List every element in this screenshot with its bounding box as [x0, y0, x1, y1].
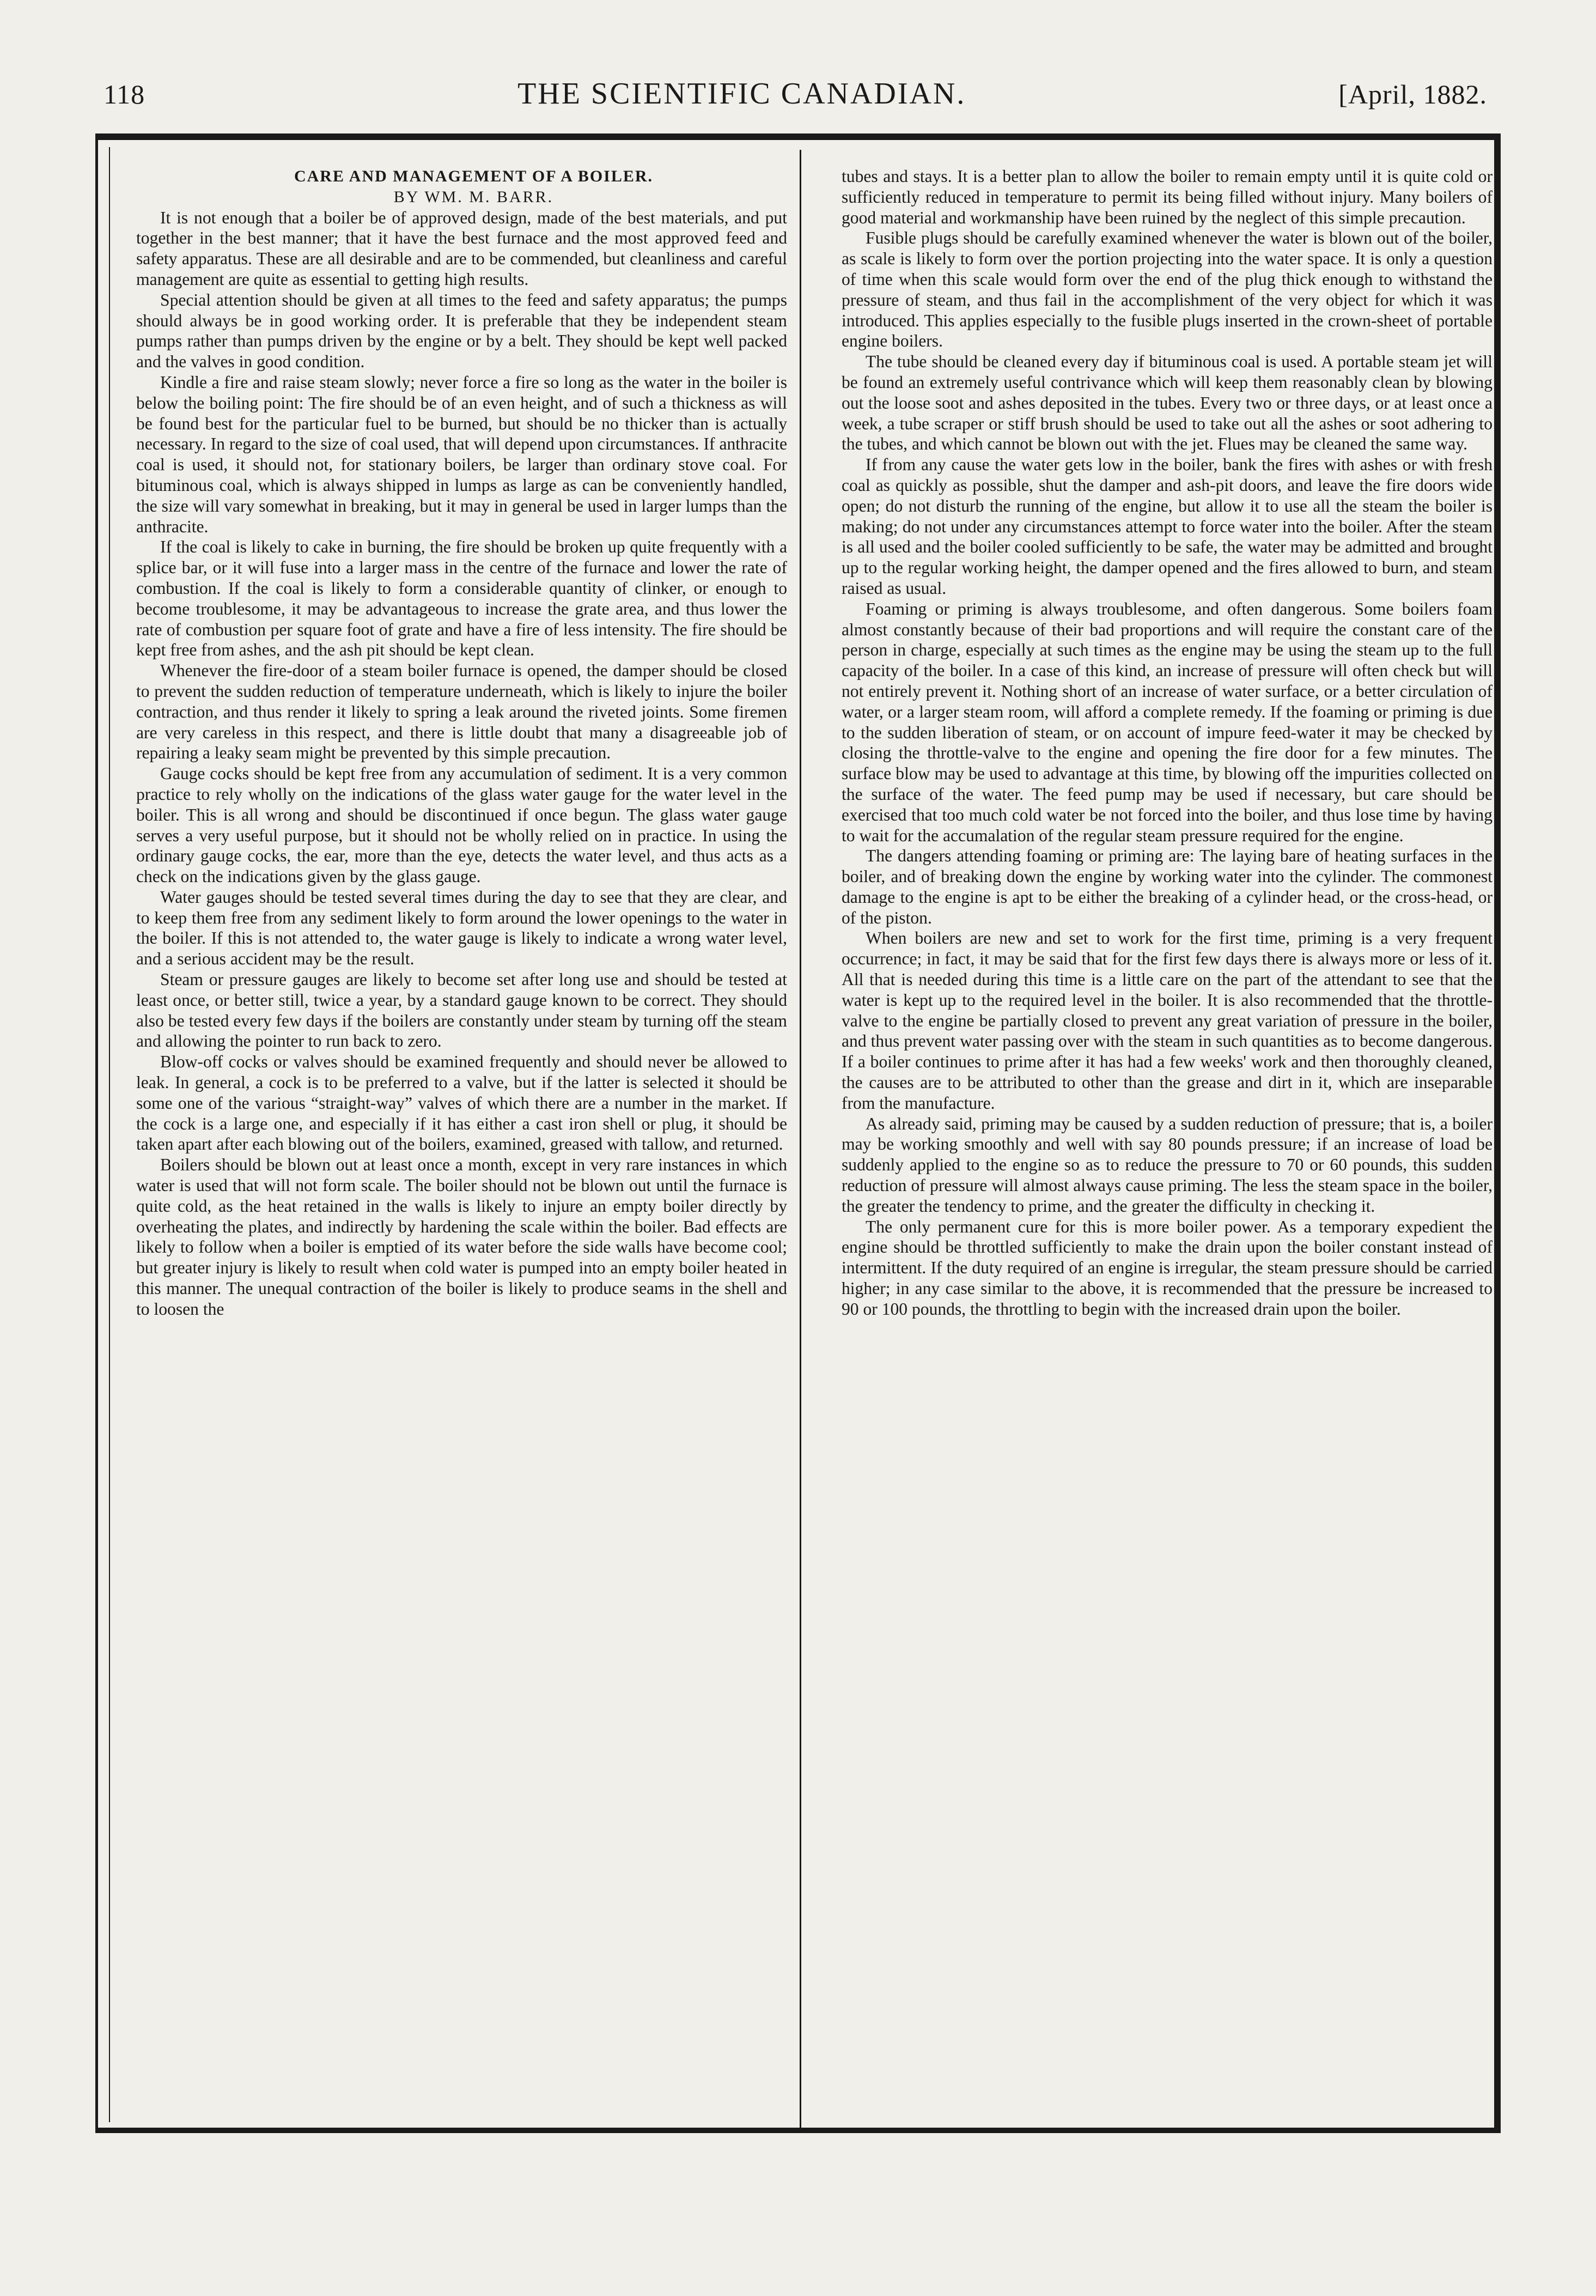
- paragraph: The tube should be cleaned every day if bituminous coal is used. A portable steam jet will be found an extremely useful contrivance which will keep them reasonably clean by blowing out the loose soot and ashes deposited in the tubes. Every two or three days, or at least once a week, a tube scraper or stiff brush should be used to take out all the ashes or soot adhering to the tubes, and which cannot be blown out with the jet. Flues may be cleaned the same way.: [842, 352, 1493, 454]
- paragraph: As already said, priming may be caused by a sudden reduction of pressure; that is, a boiler may be working smoothly and well with say 80 pounds pressure; if an increase of load be suddenly applied to the engine so as to reduce the pressure to 70 or 60 pounds, this sudden reduction of pressure will almost always cause priming. The less the steam space in the boiler, the greater the tendency to prime, and the greater the difficulty in checking it.: [842, 1114, 1493, 1216]
- paragraph: Water gauges should be tested several times during the day to see that they are clear, and to keep them free from any sediment likely to form around the lower openings to the water in the boiler. If this is not attended to, the water gauge is likely to indicate a wrong water level, and a serious accident may be the result.: [136, 887, 787, 969]
- left-column: [136, 166, 787, 2128]
- paragraph: The dangers attending foaming or priming are: The laying bare of heating surfaces in the boiler, and of breaking down the engine by working water into the cylinder. The commonest damage to the engine is apt to be either the breaking of a cylinder head, or the cross-head, or of the piston.: [842, 846, 1493, 927]
- paragraph: Boilers should be blown out at least once a month, except in very rare instances in which water is used that will not form scale. The boiler should not be blown out until the furnace is quite cold, as the heat retained in the walls is likely to injure an empty boiler directly by overheating the plates, and indirectly by hardening the scale within the boiler. Bad effects are likely to follow when a boiler is emptied of its water before the side walls have become cool; but greater injury is likely to result when cold water is pumped into an empty boiler heated in this manner. The unequal contraction of the boiler is likely to produce seams in the shell and to loosen the: [136, 1155, 787, 1319]
- paragraph: Gauge cocks should be kept free from any accumulation of sediment. It is a very common practice to rely wholly on the indications of the glass water gauge for the water level in the boiler. This is all wrong and should be discontinued if once begun. The glass water gauge serves a very useful purpose, but it should not be wholly relied on in practice. In using the ordinary gauge cocks, the ear, more than the eye, detects the water level, and thus acts as a check on the indications given by the glass gauge.: [136, 764, 787, 886]
- paragraph: The only permanent cure for this is more boiler power. As a temporary expedient the engine should be throttled sufficiently to make the drain upon the boiler constant instead of intermittent. If the duty required of an engine is irregular, the steam pressure should be carried higher; in any case similar to the above, it is recommended that the pressure be increased to 90 or 100 pounds, the throttling to begin with the increased drain upon the boiler.: [842, 1217, 1493, 1319]
- page-number: 118: [103, 79, 145, 110]
- paragraph: Blow-off cocks or valves should be examined frequently and should never be allowed to leak. In general, a cock is to be preferred to a valve, but if the latter is selected it should be some one of the various “straight-way” valves of which there are a number in the market. If the cock is a large one, and especially if it has either a cast iron shell or plug, it should be taken apart after each blowing out of the boilers, examined, greased with tallow, and returned.: [136, 1052, 787, 1154]
- issue-date: [April, 1882.: [1338, 79, 1487, 110]
- paragraph: If the coal is likely to cake in burning, the fire should be broken up quite frequently with a splice bar, or it will fuse into a larger mass in the centre of the furnace and lower the rate of combustion. If the coal is likely to form a considerable quantity of clinker, or enough to become troublesome, it may be advantageous to increase the grate area, and thus lower the rate of combustion per square foot of grate and have a fire of less intensity. The fire should be kept free from ashes, and the ash pit should be kept clean.: [136, 537, 787, 660]
- paragraph: Foaming or priming is always troublesome, and often dangerous. Some boilers foam almost constantly because of their bad proportions and will require the constant care of the person in charge, especially at such times as the engine may be using the steam up to the full capacity of the boiler. In a case of this kind, an increase of pressure will often check but will not entirely prevent it. Nothing short of an increase of water surface, or a better circulation of water, or a larger steam room, will afford a complete remedy. If the foaming or priming is due to the sudden liberation of steam, or on account of impure feed-water it may be checked by closing the throttle-valve to the engine and opening the fire door for a few minutes. The surface blow may be used to advantage at this time, by blowing off the impurities collected on the surface of the water. The feed pump may be used if necessary, but care should be exercised that too much cold water be not forced into the boiler, and thus lose time by having to wait for the accumalation of the regular steam pressure required for the engine.: [842, 599, 1493, 845]
- paragraph-continued: tubes and stays. It is a better plan to allow the boiler to remain empty until it is quite cold or sufficiently reduced in temperature to permit its being filled without injury. Many boilers of good material and workmanship have been ruined by the neglect of this simple precaution.: [842, 167, 1493, 227]
- paragraph: When boilers are new and set to work for the first time, priming is a very frequent occurrence; in fact, it may be said that for the first few days there is always more or less of it. All that is needed during this time is a little care on the part of the attendant to see that the water is kept up to the required level in the boiler. It is also recommended that the throttle-valve to the engine be partially closed to prevent any great variation of pressure in the boiler, and thus prevent water passing over with the steam in such quantities as to become dangerous. If a boiler continues to prime after it has had a few weeks' work and then thoroughly cleaned, the causes are to be attributed to other than the grease and dirt in it, which are inseparable from the manufacture.: [842, 928, 1493, 1113]
- page-header: [103, 76, 1487, 125]
- publication-title: THE SCIENTIFIC CANADIAN.: [517, 77, 966, 111]
- inner-frame-line: [109, 147, 110, 2122]
- paragraph: Steam or pressure gauges are likely to become set after long use and should be tested at least once, or better still, twice a year, by a standard gauge known to be correct. They should also be tested every few days if the boilers are constantly under steam by turning off the steam and allowing the pointer to run back to zero.: [136, 970, 787, 1051]
- paragraph: It is not enough that a boiler be of approved design, made of the best materials, and put together in the best manner; that it have the best furnace and the most approved feed and safety apparatus. These are all desirable and are to be commended, but cleanliness and careful management are quite as essential to getting high results.: [136, 208, 787, 289]
- paragraph: If from any cause the water gets low in the boiler, bank the fires with ashes or with fresh coal as quickly as possible, shut the damper and ash-pit doors, and leave the fire doors wide open; do not disturb the running of the engine, but allow it to use all the steam the boiler is making; do not under any circumstances attempt to force water into the boiler. After the steam is all used and the boiler cooled sufficiently to be safe, the water may be admitted and brought up to the regular working height, the damper opened and the fires allowed to burn, and steam raised as usual.: [842, 455, 1493, 598]
- paragraph: Whenever the fire-door of a steam boiler furnace is opened, the damper should be closed to prevent the sudden reduction of temperature underneath, which is likely to injure the boiler contraction, and thus render it likely to spring a leak around the riveted joints. Some firemen are very careless in this respect, and there is little doubt that many a disagreeable job of repairing a leaky seam might be prevented by this simple precaution.: [136, 661, 787, 763]
- article-title: CARE AND MANAGEMENT OF A BOILER.: [294, 167, 654, 185]
- paragraph: Special attention should be given at all times to the feed and safety apparatus; the pumps should always be in good working order. It is preferable that they be independent steam pumps rather than pumps driven by the engine or by a belt. They should be kept well packed and the valves in good condition.: [136, 290, 787, 372]
- article-byline: BY WM. M. BARR.: [393, 187, 554, 206]
- paragraph: Kindle a fire and raise steam slowly; never force a fire so long as the water in the boiler is below the boiling point: The fire should be of an even height, and of such a thickness as will be found best for the particular fuel to be burned, but should be no thicker than is actually necessary. In regard to the size of coal used, that will depend upon circumstances. If anthracite coal is used, it should not, for stationary boilers, be larger than ordinary stove coal. For bituminous coal, which is always shipped in lumps as large as can be conveniently handled, the size will vary somewhat in breaking, but it may in general be used in larger lumps than the anthracite.: [136, 372, 787, 536]
- right-column: [842, 166, 1493, 2128]
- column-divider: [800, 150, 801, 2133]
- paragraph: Fusible plugs should be carefully examined whenever the water is blown out of the boiler, as scale is likely to form over the portion projecting into the water space. It is only a question of time when this scale would form over the end of the plug thick enough to withstand the pressure of steam, and thus fail in the accomplishment of the very object for which it was introduced. This applies especially to the fusible plugs inserted in the crown-sheet of portable engine boilers.: [842, 228, 1493, 351]
